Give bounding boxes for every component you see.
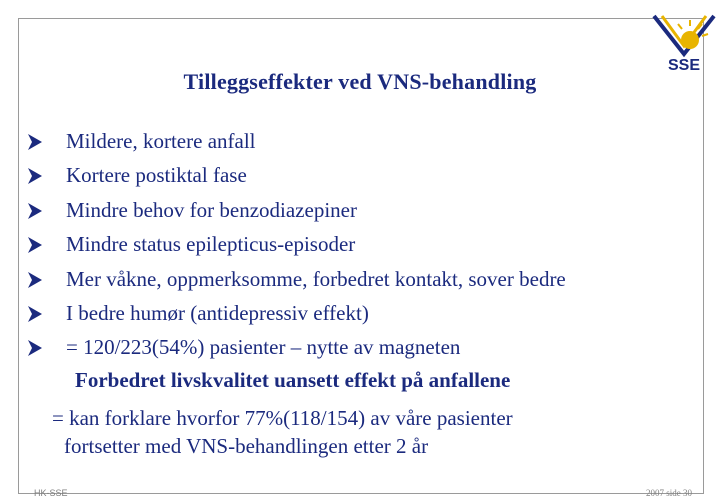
footer-right: 2007 side 30: [646, 488, 692, 498]
sse-logo-icon: [652, 14, 716, 72]
arrow-bullet-icon: [26, 167, 44, 185]
slide-title: Tilleggseffekter ved VNS-behandling: [183, 69, 537, 94]
footer-left: HK-SSE: [34, 488, 68, 498]
emphasis-text: Forbedret livskvalitet uansett effekt på anfallene: [75, 368, 511, 392]
note-line-1: = kan forklare hvorfor 77%(118/154) av våre pasienter: [52, 406, 513, 430]
bullet-item: [26, 296, 696, 330]
bullet-item: [26, 330, 696, 364]
note-line-2: fortsetter med VNS-behandlingen etter 2 år: [64, 434, 429, 458]
bullet-text: Mer våkne, oppmerksomme, forbedret kontakt, sover bedre: [66, 266, 566, 291]
bullet-item: [26, 227, 696, 261]
arrow-bullet-icon: [26, 271, 44, 289]
bullet-item: [26, 262, 696, 296]
arrow-bullet-icon: [26, 236, 44, 254]
bullet-item: [26, 158, 696, 192]
bullet-text: Mindre behov for benzodiazepiner: [66, 197, 357, 222]
arrow-bullet-icon: [26, 133, 44, 151]
bullet-item: [26, 193, 696, 227]
bullet-text: I bedre humør (antidepressiv effekt): [66, 300, 369, 325]
arrow-bullet-icon: [26, 339, 44, 357]
note-text: [52, 404, 513, 460]
bullet-text: Mildere, kortere anfall: [66, 129, 256, 153]
bullet-list: [26, 124, 696, 365]
bullet-text: Kortere postiktal fase: [66, 163, 247, 188]
bullet-text: = 120/223(54%) pasienter – nytte av magneten: [66, 335, 461, 360]
logo-text: SSE: [667, 57, 701, 72]
bullet-text: Mindre status epilepticus-episoder: [66, 232, 356, 257]
bullet-item: [26, 124, 696, 158]
arrow-bullet-icon: [26, 305, 44, 323]
arrow-bullet-icon: [26, 202, 44, 220]
